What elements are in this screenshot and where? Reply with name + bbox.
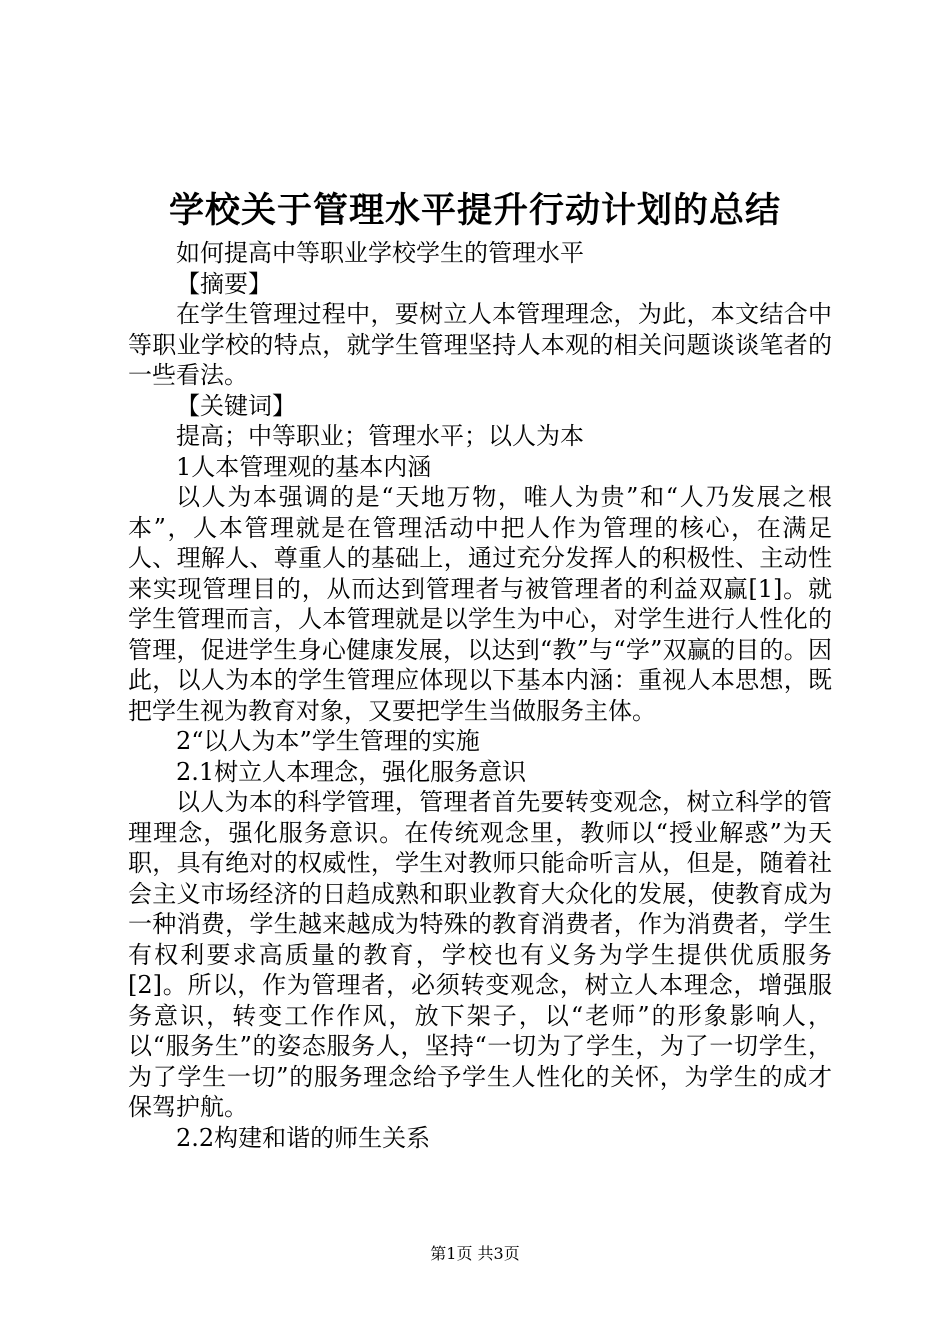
section-2-2-heading: 2.2构建和谐的师生关系 [176, 1123, 431, 1152]
document-body [128, 238, 832, 1153]
section-2-1-heading: 2.1树立人本理念，强化服务意识 [176, 757, 527, 786]
page-footer: 第1页 共3页 [430, 1244, 520, 1263]
keywords-heading: 【关键词】 [176, 391, 296, 420]
abstract-paragraph: 在学生管理过程中，要树立人本管理理念，为此，本文结合中等职业学校的特点，就学生管理坚持人本观的相关问题谈谈笔者的一些看法。 [128, 300, 832, 389]
subtitle-paragraph: 如何提高中等职业学校学生的管理水平 [176, 239, 584, 267]
section-1-paragraph: 以人为本强调的是“天地万物，唯人为贵”和“人乃发展之根本”，人本管理就是在管理活动中把人作为管理的核心，在满足人、理解人、尊重人的基础上，通过充分发挥人的积极性、主动性来实现管理目的，从而达到管理者与被管理者的利益双赢[1]。就学生管理而言，人本管理就是以学生为中心，对学生进行人性化的管理，促进学生身心健康发展，以达到“教”与“学”双赢的目的。因此，以人为本的学生管理应体现以下基本内涵：重视人本思想，既把学生视为教育对象，又要把学生当做服务主体。 [128, 483, 832, 725]
abstract-heading: 【摘要】 [176, 269, 272, 298]
keywords-paragraph: 提高；中等职业；管理水平；以人为本 [176, 422, 584, 450]
section-2-1-paragraph: 以人为本的科学管理，管理者首先要转变观念，树立科学的管理理念，强化服务意识。在传统观念里，教师以“授业解惑”为天职，具有绝对的权威性，学生对教师只能命听言从，但是，随着社会主义市场经济的日趋成熟和职业教育大众化的发展，使教育成为一种消费，学生越来越成为特殊的教育消费者，作为消费者，学生有权利要求高质量的教育，学校也有义务为学生提供优质服务[2]。所以，作为管理者，必须转变观念，树立人本理念，增强服务意识，转变工作作风，放下架子，以“老师”的形象影响人，以“服务生”的姿态服务人，坚持“一切为了学生，为了一切学生，为了学生一切”的服务理念给予学生人性化的关怀，为学生的成才保驾护航。 [128, 788, 832, 1121]
section-2-heading: 2“以人为本”学生管理的实施 [176, 727, 480, 755]
document-title: 学校关于管理水平提升行动计划的总结 [168, 190, 781, 231]
section-1-heading: 1人本管理观的基本内涵 [176, 452, 432, 481]
